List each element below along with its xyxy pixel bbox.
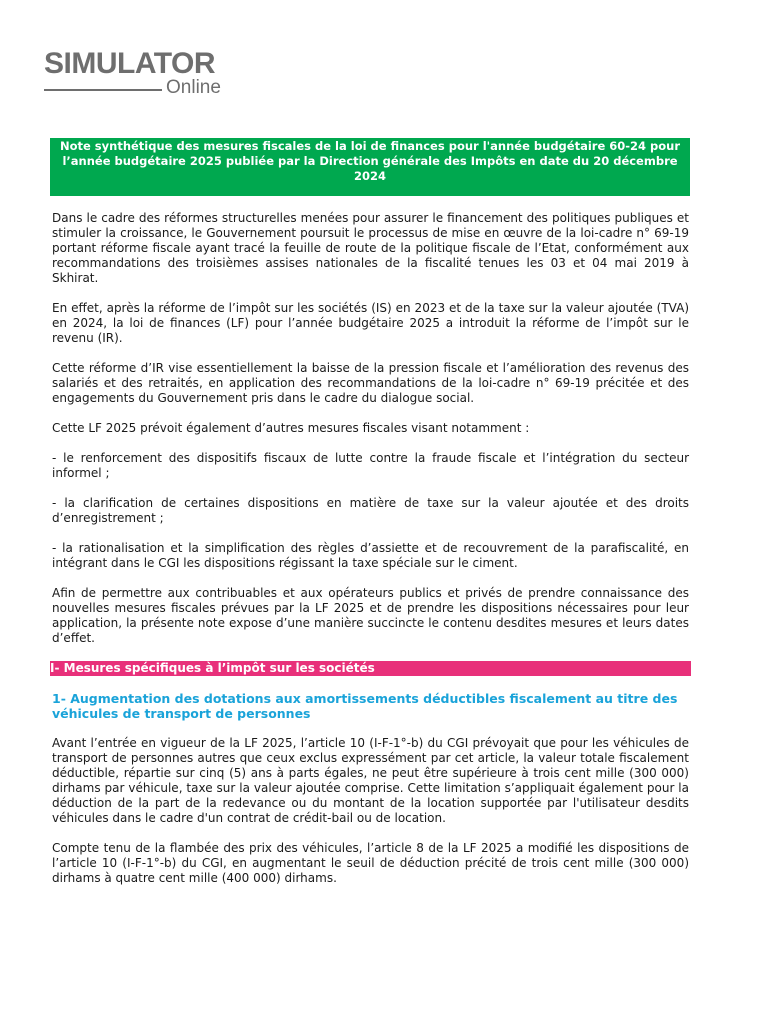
list-item: - la clarification de certaines dispositions en matière de taxe sur la valeur ajoutée et des droits d’enregistrement ; [52,496,689,525]
logo-sub-row [44,78,244,98]
list-item: - la rationalisation et la simplification des règles d’assiette et de recouvrement de la parafiscalité, en intégrant dans le CGI les dispositions régissant la taxe spéciale sur le ciment. [52,541,689,570]
document-title: Note synthétique des mesures fiscales de la loi de finances pour l'année budgétaire 60-24 pour l’année budgétaire 2025 publiée par la Direction générale des Impôts en date du 20 décembre 2024 [50,138,690,196]
subsection-heading: 1- Augmentation des dotations aux amortissements déductibles fiscalement au titre des véhicules de transport de personnes [52,691,678,721]
paragraph: Afin de permettre aux contribuables et aux opérateurs publics et privés de prendre connaissance des nouvelles mesures fiscales prévues par la LF 2025 et de prendre les dispositions nécessaires pour leur application, la présente note expose d’une manière succincte le contenu desdites mesures et leurs dates d’effet. [52,586,689,645]
logo-underline [44,89,162,91]
list-item: - le renforcement des dispositifs fiscaux de lutte contre la fraude fiscale et l’intégration du secteur informel ; [52,451,689,480]
paragraph: Dans le cadre des réformes structurelles menées pour assurer le financement des politiques publiques et stimuler la croissance, le Gouvernement poursuit le processus de mise en œuvre de la loi-cadre n° 69-19 portant réforme fiscale ayant tracé la feuille de route de la politique fiscale de l’Etat, conformément aux recommandations des troisièmes assises nationales de la fiscalité tenues les 03 et 04 mai 2019 à Skhirat. [52,211,689,285]
paragraph: Avant l’entrée en vigueur de la LF 2025, l’article 10 (I-F-1°-b) du CGI prévoyait que pour les véhicules de transport de personnes autres que ceux exclus expressément par cet article, la valeur totale fiscalement déductible, répartie sur cinq (5) ans à parts égales, ne peut être supérieure à trois cent mille (300 000) dirhams par véhicule, taxe sur la valeur ajoutée comprise. Cette limitation s’appliquait également pour la déduction de la part de la redevance ou du montant de la location supportée par l'utilisateur desdits véhicules dans le cadre d'un contrat de crédit-bail ou de location. [52,736,689,825]
logo-sub-text: Online [166,77,221,98]
paragraph: Cette LF 2025 prévoit également d’autres mesures fiscales visant notamment : [52,421,530,435]
paragraph: Compte tenu de la flambée des prix des véhicules, l’article 8 de la LF 2025 a modifié les dispositions de l’article 10 (I-F-1°-b) du CGI, en augmentant le seuil de déduction précité de trois cent mille (300 000) dirhams à quatre cent mille (400 000) dirhams. [52,841,689,885]
logo [44,48,244,98]
document-body [52,211,689,901]
paragraph: Cette réforme d’IR vise essentiellement la baisse de la pression fiscale et l’amélioration des revenus des salariés et des retraités, en application des recommandations de la loi-cadre n° 69-19 précitée et des engagements du Gouvernement pris dans le cadre du dialogue social. [52,361,689,405]
logo-main-text: SIMULATOR [44,47,216,80]
section-heading: I- Mesures spécifiques à l’impôt sur les sociétés [50,661,691,676]
paragraph: En effet, après la réforme de l’impôt sur les sociétés (IS) en 2023 et de la taxe sur la valeur ajoutée (TVA) en 2024, la loi de finances (LF) pour l’année budgétaire 2025 a introduit la réforme de l’impôt sur le revenu (IR). [52,301,689,345]
